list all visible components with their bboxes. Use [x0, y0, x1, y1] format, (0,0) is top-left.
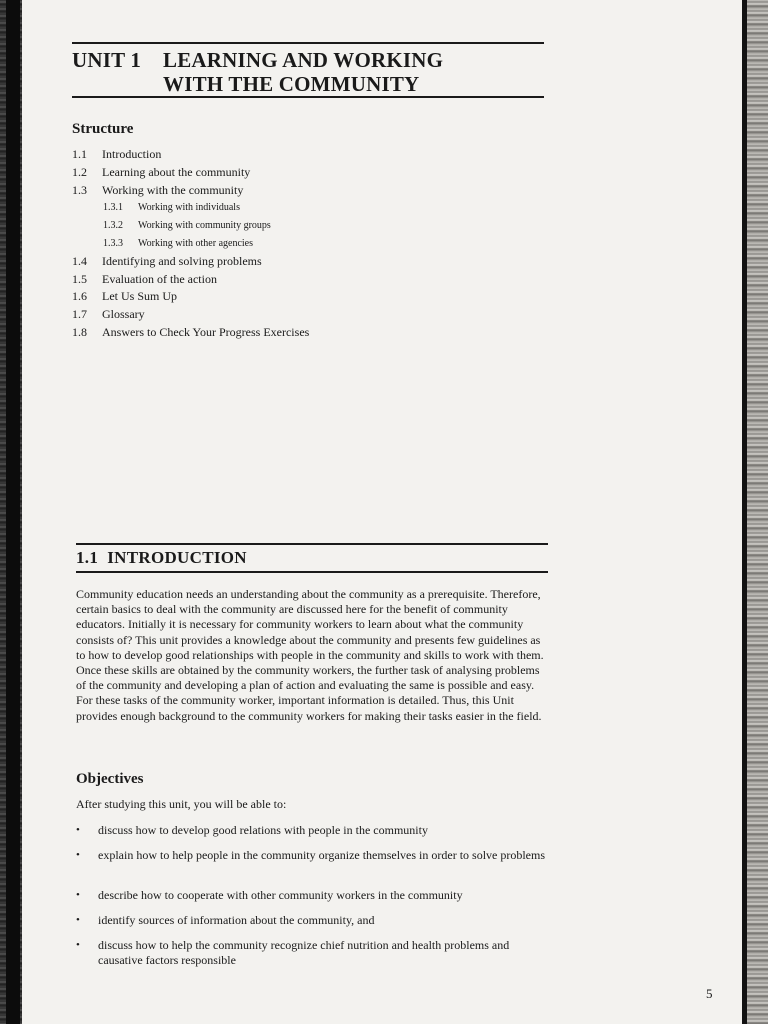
- unit-number: UNIT 1: [72, 48, 142, 72]
- title-bottom-rule: [72, 96, 544, 98]
- unit-title-line2: WITH THE COMMUNITY: [163, 72, 420, 96]
- section-top-rule: [76, 543, 548, 545]
- bullet-icon: •: [76, 824, 80, 836]
- bullet-icon: •: [76, 889, 80, 901]
- toc-item: 1.4 Identifying and solving problems: [72, 253, 262, 268]
- unit-title: [72, 48, 443, 96]
- toc-item: 1.7 Glossary: [72, 307, 145, 322]
- toc-item: 1.3 Working with the community: [72, 182, 244, 197]
- scan-edge-left: [0, 0, 22, 1024]
- list-item: • discuss how to develop good relations with people in the community: [76, 823, 428, 837]
- objectives-intro: After studying this unit, you will be able to:: [76, 797, 287, 811]
- list-item: • discuss how to help the community recognize chief nutrition and health problems and causative factors responsible: [76, 938, 510, 967]
- structure-heading: Structure: [72, 121, 134, 137]
- section-bottom-rule: [76, 571, 548, 573]
- list-item: • describe how to cooperate with other community workers in the community: [76, 888, 463, 902]
- unit-title-line1: LEARNING AND WORKING: [163, 48, 444, 72]
- toc-item: 1.2 Learning about the community: [72, 164, 251, 179]
- title-top-rule: [72, 42, 544, 44]
- toc-subitem: 1.3.1 Working with individuals: [103, 202, 240, 214]
- toc-item: 1.6 Let Us Sum Up: [72, 289, 177, 304]
- bullet-icon: •: [76, 849, 80, 861]
- toc-item: 1.1 Introduction: [72, 147, 162, 161]
- introduction-paragraph: Community education needs an understanding about the community as a prerequisite. Therefore, certain basics to deal with the community are discussed here for the benefit of community educators. Initially it is necessary for community workers to learn about what the community consists of? This unit provides a knowledge about the community and presents few guidelines as to how to develop good relationships with people in the community and skills to work with them. Once these skills are obtained by the community workers, the further task of analysing problems of the community and developing a plan of action and evaluating the same is possible and easy. For these tasks of the community worker, important information is detailed. Thus, this Unit provides enough background to the community workers for making their tasks easier in the field.: [76, 587, 544, 723]
- toc-subitem: 1.3.3 Working with other agencies: [103, 237, 253, 249]
- bullet-icon: •: [76, 939, 80, 951]
- objectives-list: [76, 823, 546, 970]
- scan-edge-right: [742, 0, 768, 1024]
- bullet-icon: •: [76, 914, 80, 926]
- objectives-heading: Objectives: [76, 771, 144, 787]
- toc-item: 1.5 Evaluation of the action: [72, 271, 217, 286]
- list-item: • explain how to help people in the community organize themselves in order to solve problems: [76, 848, 546, 862]
- toc-item: 1.8 Answers to Check Your Progress Exercises: [72, 324, 310, 339]
- toc-subitem: 1.3.2 Working with community groups: [103, 220, 271, 232]
- list-item: • identify sources of information about the community, and: [76, 913, 375, 927]
- introduction-heading: 1.1 INTRODUCTION: [76, 548, 247, 567]
- page-number: 5: [706, 986, 713, 1001]
- structure-list: [72, 146, 532, 342]
